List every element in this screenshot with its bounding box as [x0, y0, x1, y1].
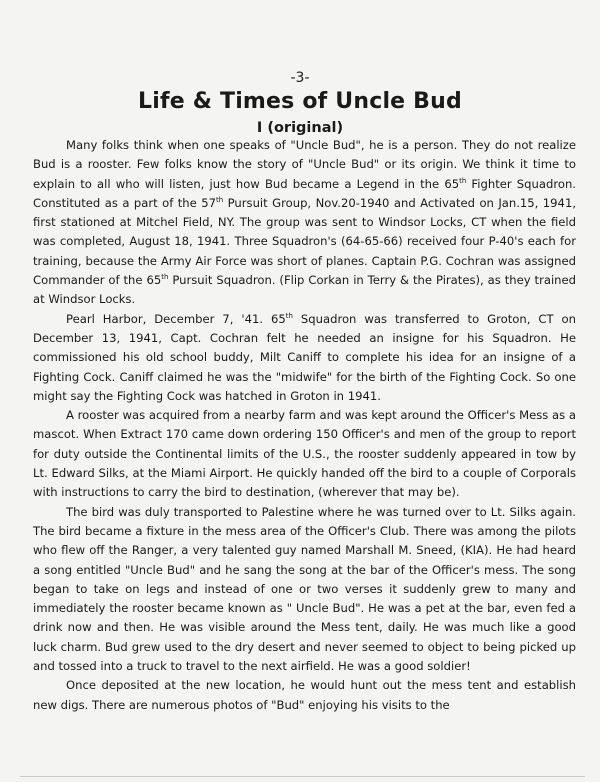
paragraph-3: A rooster was acquired from a nearby farm and was kept around the Officer's Mess as a mascot. When Extract 170 came down ordering 150 Officer's and men of the group to report for duty outside the Continental limits of the U.S., the rooster suddenly appeared in tow by Lt. Edward Silks, at the Miami Airport. He quickly handed off the bird to a couple of Corporals with instructions to carry the bird to destination, (wherever that may be).	[33, 408, 576, 500]
page-title: Life & Times of Uncle Bud	[138, 89, 462, 114]
page-number: -3-	[290, 70, 310, 86]
paragraph-1: Many folks think when one speaks of "Uncle Bud", he is a person. They do not realize Bud is a rooster. Few folks know the story of "Uncle Bud" or its origin. We think it time to explain to all who will listen, just how Bud became a Legend in the 65th Fighter Squadron. Constituted as a part of the 57th Pursuit Group, Nov.20-1940 and Activated on Jan.15, 1941, first stationed at Mitchel Field, NY. The group was sent to Windsor Locks, CT when the field was completed, August 18, 1941. Three Squadron's (64-65-66) received four P-40's each for training, because the Army Air Force was short of planes. Captain P.G. Cochran was assigned Commander of the 65th Pursuit Squadron. (Flip Corkan in Terry & the Pirates), as they trained at Windsor Locks.	[33, 138, 577, 307]
bottom-divider	[20, 776, 585, 777]
page-subtitle: I (original)	[256, 120, 344, 136]
article-body	[33, 136, 576, 715]
paragraph-4: The bird was duly transported to Palestine where he was turned over to Lt. Silks again. The bird became a fixture in the mess area of the Officer's Club. There was among the pilots who flew off the Ranger, a very talented guy named Marshall M. Sneed, (KIA). He had heard a song entitled "Uncle Bud" and he sang the song at the bar of the Officer's mess. The song began to take on legs and instead of one or two verses it suddenly grew to many and immediately the rooster became known as " Uncle Bud". He was a pet at the bar, even fed a drink now and then. He was visible around the Mess tent, daily. He was much like a good luck charm. Bud grew used to the dry desert and never seemed to object to being picked up and tossed into a truck to travel to the next airfield. He was a good soldier!	[33, 504, 576, 674]
paragraph-2: Pearl Harbor, December 7, '41. 65th Squadron was transferred to Groton, CT on December 13, 1941, Capt. Cochran felt he needed an insigne for his Squadron. He commissioned his old school buddy, Milt Caniff to complete his idea for an insigne of a Fighting Cock. Caniff claimed he was the "midwife" for the birth of the Fighting Cock. So one might say the Fighting Cock was hatched in Groton in 1941.	[33, 311, 576, 403]
paragraph-5: Once deposited at the new location, he would hunt out the mess tent and establish new digs. There are numerous photos of "Bud" enjoying his visits to the	[33, 678, 576, 712]
